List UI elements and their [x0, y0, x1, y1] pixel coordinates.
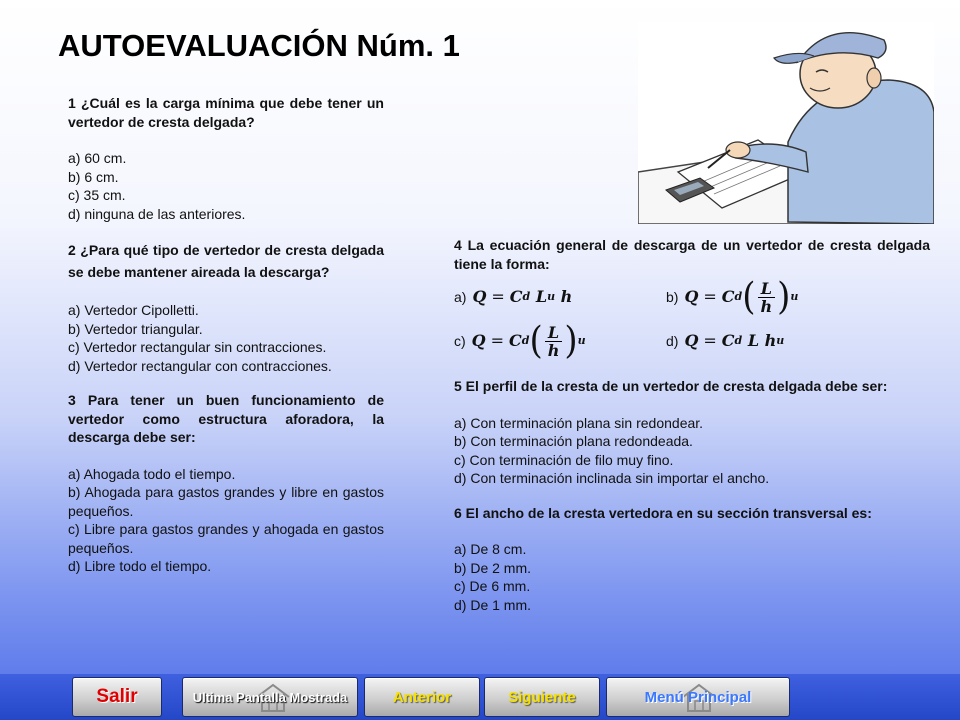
- question-5-option-a: a) Con terminación plana sin redondear.: [454, 414, 704, 431]
- formula-c: Q = C d ( $\frac{L}{h}$ ) u: [471, 319, 586, 363]
- questions-left-column: [68, 94, 384, 592]
- question-5: [454, 377, 930, 488]
- question-5-option-d: d) Con terminación inclinada sin importar el ancho.: [454, 470, 770, 486]
- question-2: [68, 239, 384, 375]
- question-2-option-b: b) Vertedor triangular.: [68, 320, 203, 337]
- question-6: [454, 504, 930, 615]
- question-1-option-c: c) 35 cm.: [68, 187, 126, 203]
- menu-principal-button[interactable]: Menú Principal: [606, 677, 790, 717]
- formula-d: Q = C d L h u: [684, 330, 785, 350]
- question-6-option-b: b) De 2 mm.: [454, 559, 532, 576]
- question-3-option-a: a) Ahogada todo el tiempo.: [68, 465, 236, 482]
- question-3-option-d: d) Libre todo el tiempo.: [68, 558, 212, 574]
- question-4-formulas: [454, 277, 930, 361]
- question-2-option-c: c) Vertedor rectangular sin contracciones.: [68, 339, 327, 355]
- question-3: [68, 391, 384, 576]
- siguiente-button[interactable]: Siguiente: [484, 677, 600, 717]
- question-1-option-d: d) ninguna de las anteriores.: [68, 205, 246, 222]
- question-5-text: 5 El perfil de la cresta de un vertedor de cresta delgada debe ser:: [454, 378, 888, 394]
- question-5-option-c: c) Con terminación de filo muy fino.: [454, 451, 674, 468]
- anterior-button[interactable]: Anterior: [364, 677, 480, 717]
- question-1-option-a: a) 60 cm.: [68, 150, 127, 166]
- formula-option-a: a) Q = C d L u h: [454, 286, 573, 306]
- question-6-option-c: c) De 6 mm.: [454, 578, 531, 594]
- question-6-option-d: d) De 1 mm.: [454, 596, 532, 613]
- question-5-option-b: b) Con terminación plana redondeada.: [454, 433, 693, 449]
- question-1-text: 1 ¿Cuál es la carga mínima que debe tener un vertedor de cresta delgada?: [68, 95, 384, 130]
- question-4-text: 4 La ecuación general de descarga de un vertedor de cresta delgada tiene la forma:: [454, 237, 930, 272]
- question-6-text: 6 El ancho de la cresta vertedora en su sección transversal es:: [454, 504, 872, 521]
- question-3-option-c: c) Libre para gastos grandes y ahogada en gastos pequeños.: [68, 521, 384, 556]
- page-title: AUTOEVALUACIÓN Núm. 1: [58, 28, 460, 63]
- man-writing-illustration: [638, 22, 934, 224]
- salir-button[interactable]: Salir: [72, 677, 162, 717]
- question-2-option-d: d) Vertedor rectangular con contracciones.: [68, 357, 332, 374]
- man-writing-icon: [638, 22, 934, 224]
- question-1-option-b: b) 6 cm.: [68, 168, 119, 185]
- question-1: [68, 94, 384, 223]
- formula-option-c: c) Q = C d ( $\frac{L}{h}$ ) u: [454, 319, 586, 363]
- question-3-text: 3 Para tener un buen funcionamiento de vertedor como estructura aforadora, la descarga debe ser:: [68, 392, 384, 445]
- question-2-option-a: a) Vertedor Cipolletti.: [68, 302, 199, 318]
- formula-option-b: b) Q = C d ( $\frac{L}{h}$ ) u: [666, 275, 799, 319]
- formula-option-d: d) Q = C d L h u: [666, 330, 785, 350]
- formula-a: Q = C d L u h: [472, 286, 573, 306]
- question-3-option-b: b) Ahogada para gastos grandes y libre en gastos pequeños.: [68, 484, 384, 519]
- formula-b: Q = C d ( $\frac{L}{h}$ ) u: [684, 275, 799, 319]
- question-6-option-a: a) De 8 cm.: [454, 541, 527, 557]
- question-2-text: 2 ¿Para qué tipo de vertedor de cresta delgada se debe mantener aireada la descarga?: [68, 242, 384, 280]
- ultima-pantalla-button[interactable]: Ultima Pantalla Mostrada: [182, 677, 358, 717]
- questions-right-column: [454, 236, 930, 630]
